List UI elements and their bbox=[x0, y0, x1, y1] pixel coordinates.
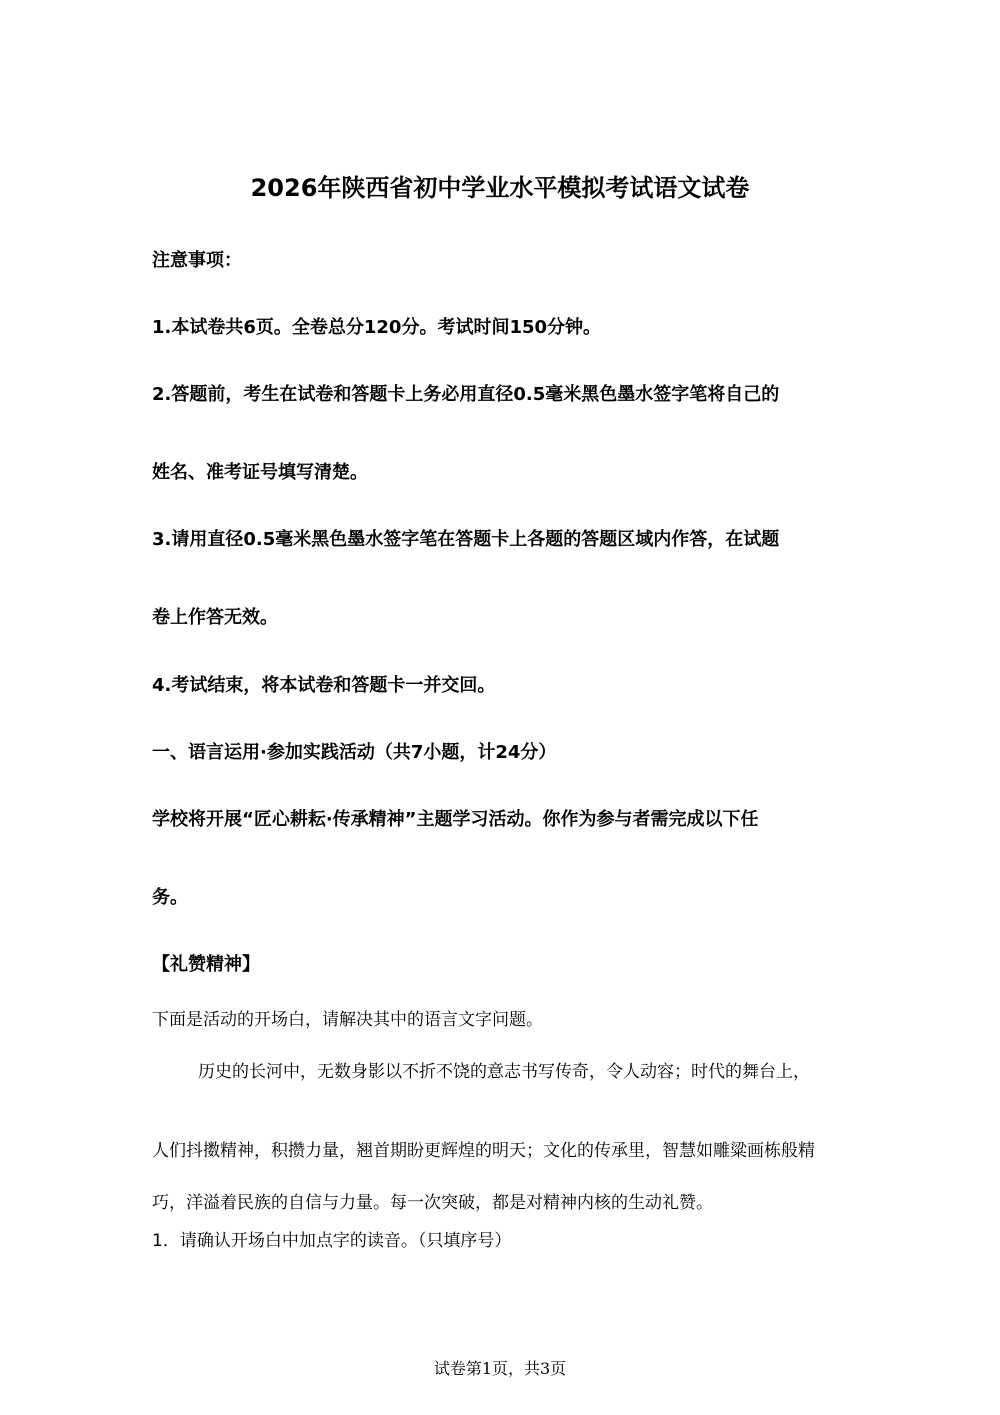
passage-line-1: 历史的长河中，无数身影以不折不饶的意志书写传奇，令人动容；时代的舞台上， bbox=[198, 1062, 810, 1082]
section-intro-line-1: 学校将开展“匠心耕耘·传承精神”主题学习活动。你作为参与者需完成以下任 bbox=[152, 809, 759, 830]
notice-item-2-cont: 姓名、准考证号填写清楚。 bbox=[152, 462, 368, 483]
notice-heading: 注意事项： bbox=[152, 250, 242, 271]
instruction-text: 下面是活动的开场白，请解决其中的语言文字问题。 bbox=[152, 1010, 543, 1030]
page-footer: 试卷第1页，共3页 bbox=[433, 1359, 567, 1378]
question-1: 1．请确认开场白中加点字的读音。（只填序号） bbox=[152, 1231, 512, 1251]
section-intro-line-2: 务。 bbox=[152, 887, 188, 908]
notice-item-4: 4.考试结束，将本试卷和答题卡一并交回。 bbox=[152, 675, 496, 696]
subsection-heading: 【礼赞精神】 bbox=[152, 954, 260, 975]
notice-item-1: 1.本试卷共6页。全卷总分120分。考试时间150分钟。 bbox=[152, 317, 602, 338]
passage-line-2: 人们抖擞精神，积攒力量，翘首期盼更辉煌的明天；文化的传承里，智慧如雕粱画栋般精 bbox=[152, 1141, 815, 1161]
section-heading: 一、语言运用·参加实践活动（共7小题，计24分） bbox=[152, 742, 557, 763]
notice-item-3-cont: 卷上作答无效。 bbox=[152, 607, 278, 628]
page-title: 2026年陕西省初中学业水平模拟考试语文试卷 bbox=[250, 174, 750, 202]
notice-item-3: 3.请用直径0.5毫米黑色墨水签字笔在答题卡上各题的答题区域内作答，在试题 bbox=[152, 529, 780, 550]
notice-item-2: 2.答题前，考生在试卷和答题卡上务必用直径0.5毫米黑色墨水签字笔将自己的 bbox=[152, 384, 780, 405]
passage-line-3: 巧，洋溢着民族的自信与力量。每一次突破，都是对精神内核的生动礼赞。 bbox=[152, 1193, 713, 1213]
